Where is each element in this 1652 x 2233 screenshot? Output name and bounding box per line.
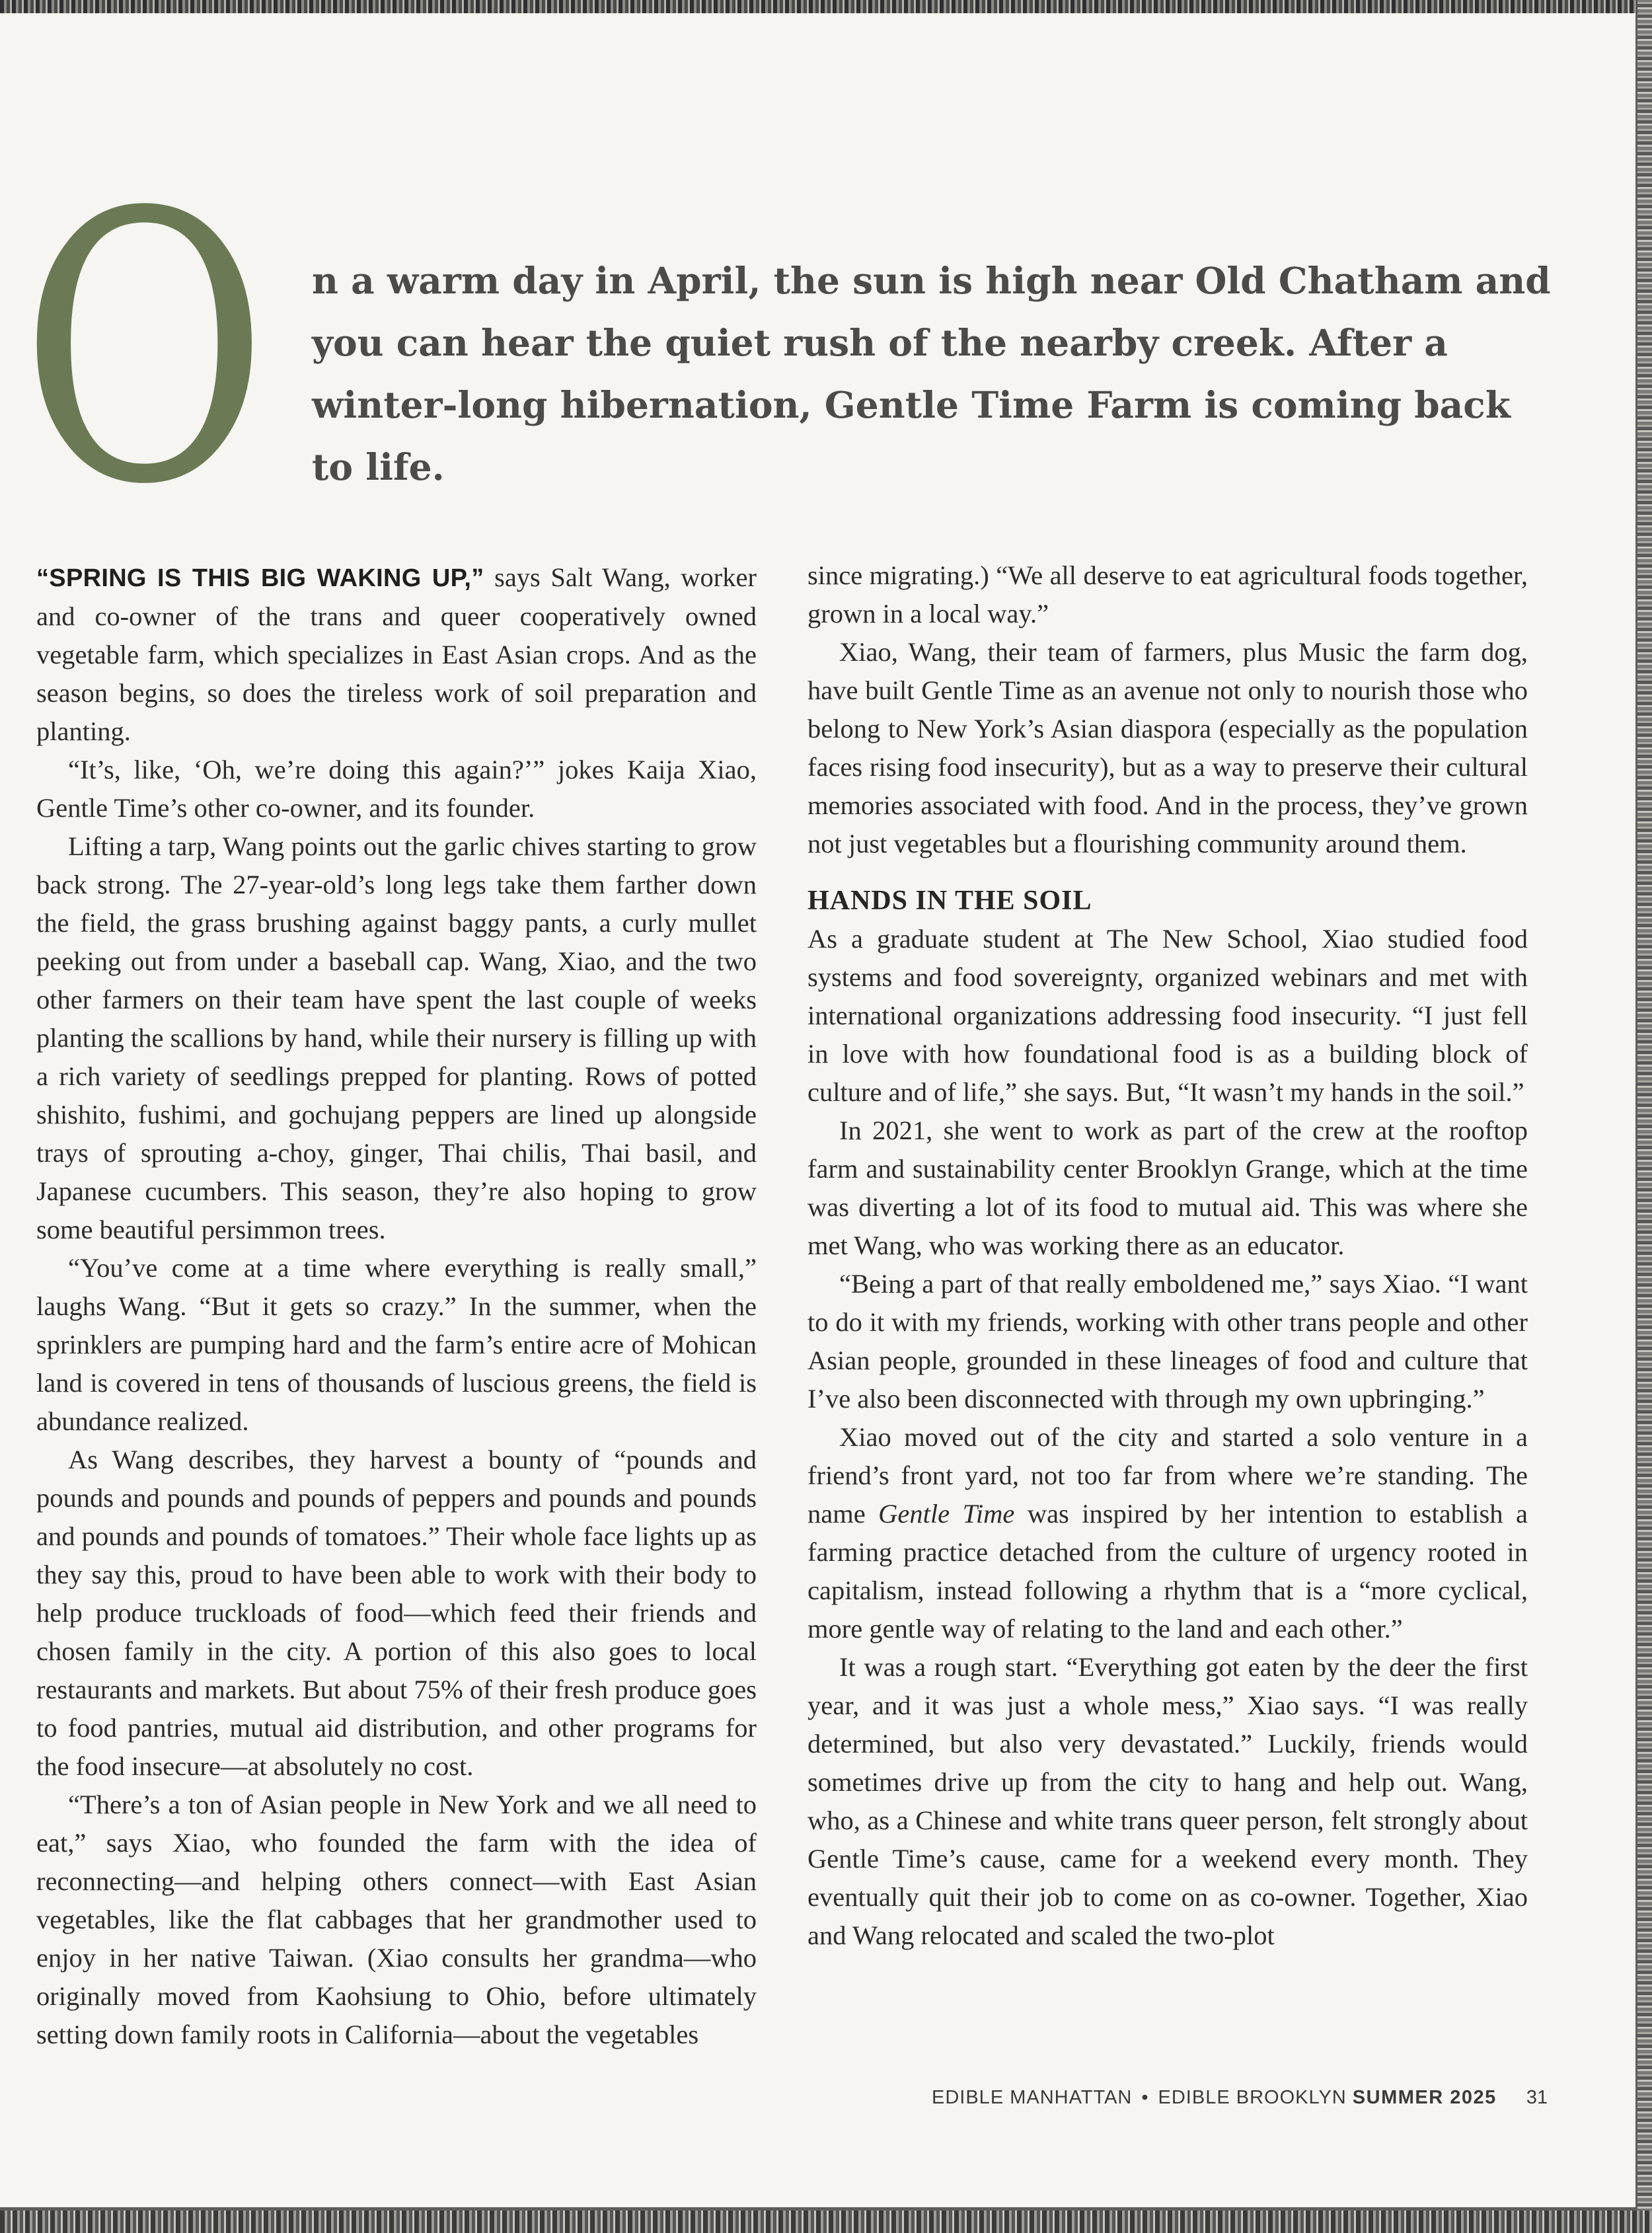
drop-cap: O — [20, 135, 269, 566]
paragraph-text: was inspired by her intention to establish a farming practice detached from the culture of urgency rooted in capitalism, instead following a rhythm that is a “more cyclical, more gentle way of relating to the land and each other.” — [807, 1499, 1528, 1644]
page-footer — [932, 2087, 1548, 2109]
paragraph: Xiao, Wang, their team of farmers, plus Music the farm dog, have built Gentle Time as an avenue not only to nourish those who belong to New York’s Asian diaspora (especially as the population faces rising food insecurity), but as a way to preserve their cultural memories associated with food. And in the process, they’ve grown not just vegetables but a flourishing community around them. — [807, 637, 1528, 858]
paragraph: “Being a part of that really emboldened me,” says Xiao. “I want to do it with my friends, working with other trans people and other Asian people, grounded in these lineages of food and culture that I’ve also been disconnected with through my own upbringing.” — [807, 1269, 1528, 1414]
paragraph: since migrating.) “We all deserve to eat agricultural foods together, grown in a local way.” — [807, 560, 1528, 628]
issue-label: SUMMER 2025 — [1352, 2087, 1497, 2108]
scan-bottom-edge — [0, 2211, 1652, 2233]
scan-top-edge — [0, 0, 1652, 15]
section-heading: HANDS IN THE SOIL — [807, 886, 1092, 916]
farm-name-italic: Gentle Time — [878, 1499, 1015, 1529]
paragraph — [807, 1418, 1528, 1648]
paragraph: As a graduate student at The New School, Xiao studied food systems and food sovereignty, organized webinars and met with international organizations addressing food insecurity. “I just fell in love with how foundational food is as a building block of culture and of life,” she says. But, “It wasn’t my hands in the soil.” — [807, 924, 1528, 1107]
footer-separator: • — [1141, 2087, 1149, 2108]
left-column — [36, 558, 757, 2054]
scan-right-edge — [1637, 0, 1652, 2233]
paragraph: It was a rough start. “Everything got eaten by the deer the first year, and it was just a whole mess,” Xiao says. “I was really determined, but also very devastated.” Luckily, friends would sometimes drive up from the city to hang and help out. Wang, who, as a Chinese and white trans queer person, felt strongly about Gentle Time’s cause, came for a weekend every month. They eventually quit their job to come on as co-owner. Together, Xiao and Wang relocated and scaled the two-plot — [807, 1652, 1528, 1950]
magazine-page — [0, 13, 1635, 2207]
paragraph: “You’ve come at a time where everything is really small,” laughs Wang. “But it gets so crazy.” In the summer, when the sprinklers are pumping hard and the farm’s entire acre of Mohican land is covered in tens of thousands of luscious greens, the field is abundance realized. — [36, 1253, 757, 1436]
lead-in: “SPRING IS THIS BIG WAKING UP,” — [36, 564, 484, 592]
paragraph: As Wang describes, they harvest a bounty of “pounds and pounds and pounds and pounds of peppers and pounds and pounds and pounds and pounds of tomatoes.” Their whole face lights up as they say this, proud to have been able to work with their body to help produce truckloads of food—which feed their friends and chosen family in the city. A portion of this also goes to local restaurants and markets. But about 75% of their fresh produce goes to food pantries, mutual aid distribution, and other programs for the food insecure—at absolutely no cost. — [36, 1445, 757, 1781]
right-column — [807, 556, 1528, 1955]
paragraph: “There’s a ton of Asian people in New York and we all need to eat,” says Xiao, who founded the farm with the idea of reconnecting—and helping others connect—with East Asian vegetables, like the flat cabbages that her grandmother used to enjoy in her native Taiwan. (Xiao consults her grandma—who originally moved from Kaohsiung to Ohio, before ultimately setting down family roots in California—about the vegetables — [36, 1790, 757, 2049]
article-lede: n a warm day in April, the sun is high near Old Chatham and you can hear the quiet rush of the nearby creek. After a winter-long hibernation, Gentle Time Farm is coming back to life. — [312, 259, 1551, 488]
paragraph — [36, 558, 757, 751]
page-number: 31 — [1526, 2087, 1548, 2108]
paragraph-text: says Salt Wang, worker and co-owner of the trans and queer cooperatively owned vegetable farm, which specializes in East Asian crops. And as the season begins, so does the tireless work of soil preparation and planting. — [36, 562, 757, 746]
paragraph: “It’s, like, ‘Oh, we’re doing this again?’” jokes Kaija Xiao, Gentle Time’s other co-owner, and its founder. — [36, 755, 757, 823]
paragraph: Lifting a tarp, Wang points out the garlic chives starting to grow back strong. The 27-year-old’s long legs take them farther down the field, the grass brushing against baggy pants, a curly mullet peeking out from under a baseball cap. Wang, Xiao, and the two other farmers on their team have spent the last couple of weeks planting the scallions by hand, while their nursery is filling up with a rich variety of seedlings prepped for planting. Rows of potted shishito, fushimi, and gochujang peppers are lined up alongside trays of sprouting a-choy, ginger, Thai chilis, Thai basil, and Japanese cucumbers. This season, they’re also hoping to grow some beautiful persimmon trees. — [36, 831, 757, 1244]
paragraph-text: Xiao moved out of the city and started a solo venture in a friend’s front yard, not too far from where we’re standing. The name — [807, 1422, 1528, 1529]
publication-name: EDIBLE MANHATTAN — [932, 2087, 1133, 2108]
paragraph: In 2021, she went to work as part of the crew at the rooftop farm and sustainability center Brooklyn Grange, which at the time was diverting a lot of its food to mutual aid. This was where she met Wang, who was working there as an educator. — [807, 1116, 1528, 1260]
publication-name: EDIBLE BROOKLYN — [1158, 2087, 1347, 2108]
